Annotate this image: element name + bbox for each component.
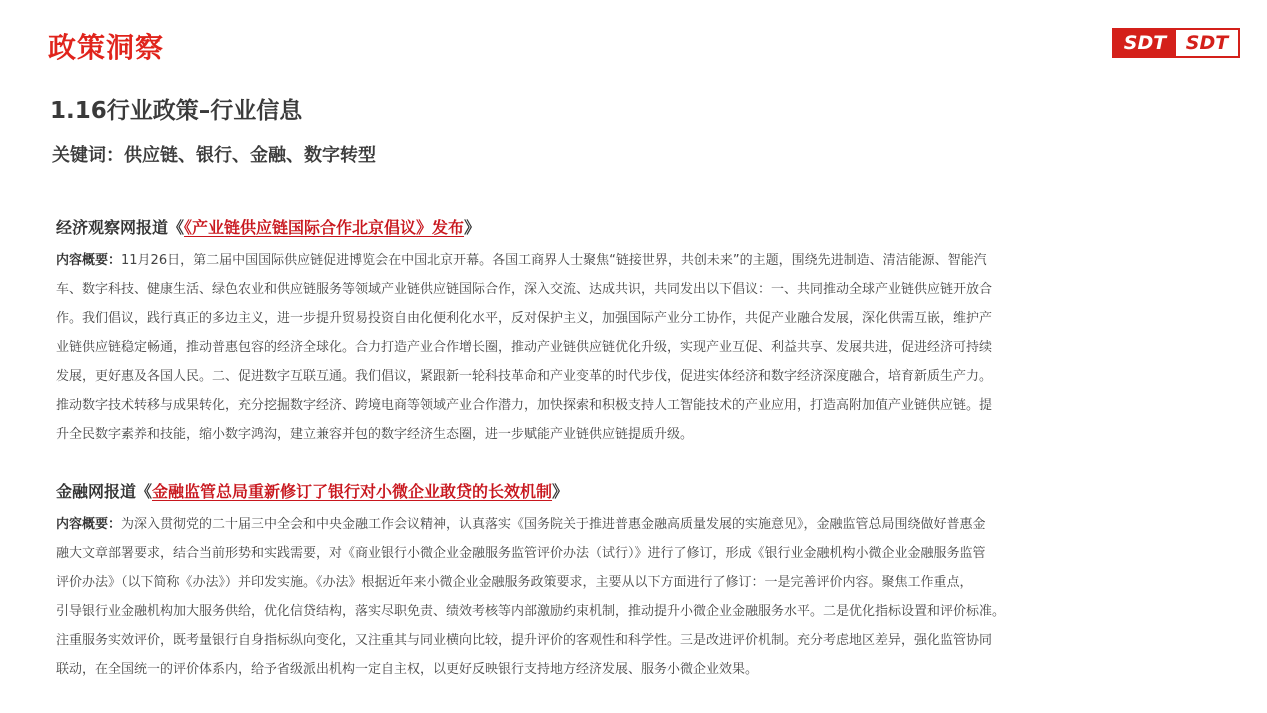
article-2: [56, 480, 1206, 684]
article-source-suffix: 》: [464, 218, 481, 237]
article-summary: [56, 246, 1206, 449]
summary-line: 为深入贯彻党的二十届三中全会和中央金融工作会议精神，认真落实《国务院关于推进普惠金融高质量发展的实施意见》，金融监管总局围绕做好普惠金: [121, 517, 986, 532]
page-title: 1.16行业政策–行业信息: [50, 98, 303, 124]
sdt-logo: [1112, 28, 1240, 58]
summary-label: 内容概要：: [56, 253, 122, 268]
summary-line: 作。我们倡议，践行真正的多边主义，进一步提升贸易投资自由化便利化水平，反对保护主义，加强国际产业分工协作，共促产业融合发展，深化供需互嵌，维护产: [56, 311, 993, 326]
summary-line: 评价办法》（以下简称《办法》）并印发实施。《办法》根据近年来小微企业金融服务政策要求，主要从以下方面进行了修订：一是完善评价内容。聚焦工作重点，: [56, 575, 973, 590]
summary-line: 业链供应链稳定畅通，推动普惠包容的经济全球化。合力打造产业合作增长圈，推动产业链供应链优化升级，实现产业互促、利益共享、发展共进，促进经济可持续: [56, 340, 993, 355]
article-source: 金融网报道《: [56, 482, 153, 501]
article-source-suffix: 》: [552, 482, 569, 501]
article-link[interactable]: 金融监管总局重新修订了银行对小微企业敢贷的长效机制: [152, 482, 553, 501]
summary-label: 内容概要：: [56, 517, 122, 532]
summary-line: 推动数字技术转移与成果转化，充分挖掘数字经济、跨境电商等领域产业合作潜力，加快探索和积极支持人工智能技术的产业应用，打造高附加值产业链供应链。提: [56, 398, 993, 413]
article-summary: [56, 510, 1206, 684]
article-source: 经济观察网报道《: [56, 218, 185, 237]
article-headline: [56, 480, 1206, 504]
summary-line: 发展，更好惠及各国人民。二、促进数字互联互通。我们倡议，紧跟新一轮科技革命和产业变革的时代步伐，促进实体经济和数字经济深度融合，培育新质生产力。: [56, 369, 993, 384]
article-headline: [56, 216, 1206, 240]
summary-line: 联动，在全国统一的评价体系内，给予省级派出机构一定自主权，以更好反映银行支持地方经济发展、服务小微企业效果。: [56, 662, 759, 677]
keywords: 关键词：供应链、银行、金融、数字转型: [52, 145, 376, 166]
summary-line: 车、数字科技、健康生活、绿色农业和供应链服务等领域产业链供应链国际合作，深入交流、达成共识，共同发出以下倡议：一、共同推动全球产业链供应链开放合: [56, 282, 993, 297]
logo-left-text: SDT: [1114, 30, 1176, 56]
summary-line: 融大文章部署要求，结合当前形势和实践需要，对《商业银行小微企业金融服务监管评价办法（试行）》进行了修订，形成《银行业金融机构小微企业金融服务监管: [56, 546, 986, 561]
summary-line: 引导银行业金融机构加大服务供给，优化信贷结构，落实尽职免责、绩效考核等内部激励约束机制，推动提升小微企业金融服务水平。二是优化指标设置和评价标准。: [56, 604, 1006, 619]
summary-line: 升全民数字素养和技能，缩小数字鸿沟，建立兼容并包的数字经济生态圈，进一步赋能产业链供应链提质升级。: [56, 427, 694, 442]
summary-line: 11月26日，第二届中国国际供应链促进博览会在中国北京开幕。各国工商界人士聚焦“链接世界，共创未来”的主题，围绕先进制造、清洁能源、智能汽: [121, 253, 987, 268]
logo-right-text: SDT: [1176, 30, 1238, 56]
section-title: 政策洞察: [48, 31, 165, 64]
article-1: [56, 216, 1206, 449]
article-link[interactable]: 《产业链供应链国际合作北京倡议》发布: [184, 218, 465, 237]
summary-line: 注重服务实效评价，既考量银行自身指标纵向变化，又注重其与同业横向比较，提升评价的客观性和科学性。三是改进评价机制。充分考虑地区差异，强化监管协同: [56, 633, 993, 648]
